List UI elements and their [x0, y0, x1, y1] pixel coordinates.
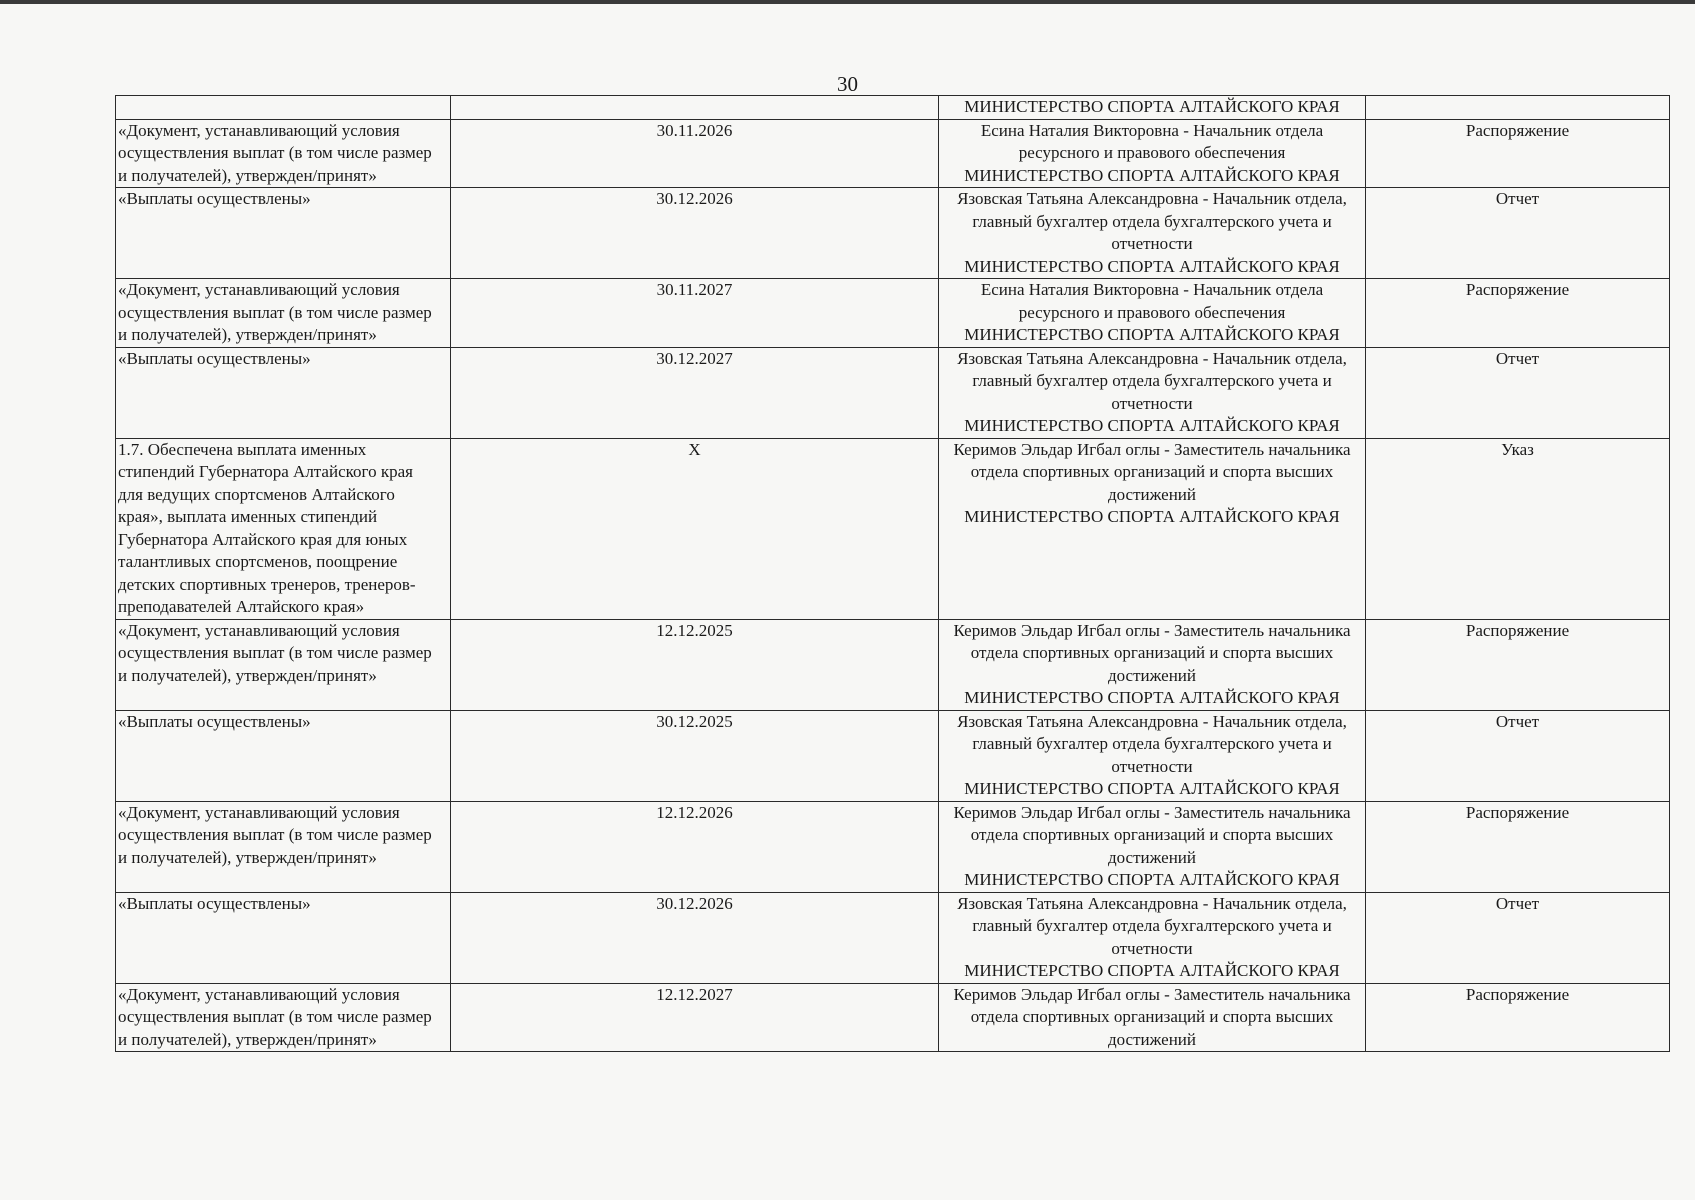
- cell-date: 30.12.2027: [451, 347, 939, 438]
- cell-document: Распоряжение: [1366, 801, 1670, 892]
- responsible-line: отдела спортивных организаций и спорта высших: [970, 462, 1334, 481]
- responsible-line: отдела спортивных организаций и спорта высших: [970, 1007, 1334, 1026]
- responsible-line: Есина Наталия Викторовна - Начальник отдела: [980, 120, 1324, 140]
- responsible-line: главный бухгалтер отдела бухгалтерского учета и: [972, 734, 1332, 753]
- cell-document: Распоряжение: [1366, 983, 1670, 1052]
- responsible-line: Язовская Татьяна Александровна - Начальник отдела,: [957, 348, 1347, 368]
- name-line: «Документ, устанавливающий условия: [118, 120, 400, 140]
- cell-document: Распоряжение: [1366, 279, 1670, 348]
- responsible-line: главный бухгалтер отдела бухгалтерского учета и: [972, 371, 1332, 390]
- responsible-line: достижений: [1107, 847, 1196, 867]
- responsible-line: МИНИСТЕРСТВО СПОРТА АЛТАЙСКОГО КРАЯ: [964, 325, 1340, 344]
- cell-date: 12.12.2025: [451, 619, 939, 710]
- cell-date: [451, 96, 939, 120]
- table-row: [116, 619, 1670, 710]
- responsible-line: достижений: [1107, 484, 1196, 504]
- responsible-line: главный бухгалтер отдела бухгалтерского учета и: [972, 211, 1332, 231]
- name-line: «Документ, устанавливающий условия: [118, 802, 400, 822]
- name-line: для ведущих спортсменов Алтайского: [118, 484, 395, 504]
- cell-date: 30.12.2026: [451, 188, 939, 279]
- responsible-line: Керимов Эльдар Игбал оглы - Заместитель начальника: [953, 439, 1351, 459]
- table-row: [116, 710, 1670, 801]
- responsible-line: ресурсного и правового обеспечения: [1018, 302, 1286, 322]
- table-row: [116, 119, 1670, 188]
- responsible-line: Язовская Татьяна Александровна - Начальник отдела,: [957, 189, 1347, 208]
- cell-name: [116, 119, 451, 188]
- responsible-line: Керимов Эльдар Игбал оглы - Заместитель начальника: [953, 802, 1351, 822]
- responsible-line: Есина Наталия Викторовна - Начальник отдела: [980, 280, 1324, 299]
- cell-responsible: [939, 119, 1366, 188]
- cell-name: [116, 279, 451, 348]
- responsible-line: МИНИСТЕРСТВО СПОРТА АЛТАЙСКОГО КРАЯ: [964, 165, 1340, 185]
- responsible-line: МИНИСТЕРСТВО СПОРТА АЛТАЙСКОГО КРАЯ: [964, 507, 1340, 526]
- cell-name: [116, 438, 451, 619]
- responsible-line: отчетности: [1111, 234, 1193, 253]
- responsible-line: МИНИСТЕРСТВО СПОРТА АЛТАЙСКОГО КРАЯ: [964, 97, 1340, 116]
- table-header-row: [116, 96, 1670, 120]
- name-line: талантливых спортсменов, поощрение: [118, 552, 398, 571]
- name-line: «Выплаты осуществлены»: [118, 189, 311, 208]
- cell-date: 30.12.2026: [451, 892, 939, 983]
- name-line: осуществления выплат (в том числе размер: [118, 643, 432, 662]
- cell-responsible: [939, 347, 1366, 438]
- name-line: «Выплаты осуществлены»: [118, 893, 311, 913]
- name-line: преподавателей Алтайского края»: [118, 597, 365, 616]
- responsible-line: ресурсного и правового обеспечения: [1018, 143, 1286, 162]
- cell-date: 12.12.2027: [451, 983, 939, 1052]
- name-line: и получателей), утвержден/принят»: [118, 325, 377, 344]
- cell-name: [116, 892, 451, 983]
- cell-document: Отчет: [1366, 347, 1670, 438]
- plan-table-body: [116, 96, 1670, 1052]
- cell-name: [116, 347, 451, 438]
- cell-document: Указ: [1366, 438, 1670, 619]
- name-line: «Документ, устанавливающий условия: [118, 280, 400, 299]
- cell-name: [116, 188, 451, 279]
- cell-name: [116, 801, 451, 892]
- cell-responsible: [939, 619, 1366, 710]
- cell-responsible: [939, 188, 1366, 279]
- name-line: детских спортивных тренеров, тренеров-: [118, 574, 416, 594]
- cell-responsible: [939, 438, 1366, 619]
- name-line: Губернатора Алтайского края для юных: [118, 529, 408, 549]
- name-line: и получателей), утвержден/принят»: [118, 1029, 377, 1049]
- cell-date: 30.12.2025: [451, 710, 939, 801]
- responsible-line: Керимов Эльдар Игбал оглы - Заместитель начальника: [953, 984, 1351, 1004]
- cell-responsible: [939, 983, 1366, 1052]
- name-line: «Документ, устанавливающий условия: [118, 620, 400, 640]
- page-number: 30: [837, 72, 858, 96]
- cell-responsible: [939, 801, 1366, 892]
- name-line: осуществления выплат (в том числе размер: [118, 825, 432, 844]
- responsible-line: Язовская Татьяна Александровна - Начальник отдела,: [957, 711, 1347, 731]
- name-line: и получателей), утвержден/принят»: [118, 847, 377, 867]
- responsible-line: главный бухгалтер отдела бухгалтерского учета и: [972, 916, 1332, 935]
- responsible-line: МИНИСТЕРСТВО СПОРТА АЛТАЙСКОГО КРАЯ: [964, 256, 1340, 276]
- name-line: и получателей), утвержден/принят»: [118, 665, 377, 685]
- name-line: и получателей), утвержден/принят»: [118, 165, 377, 185]
- responsible-line: МИНИСТЕРСТВО СПОРТА АЛТАЙСКОГО КРАЯ: [964, 870, 1340, 889]
- cell-name: [116, 619, 451, 710]
- name-line: «Документ, устанавливающий условия: [118, 984, 400, 1004]
- table-row: [116, 347, 1670, 438]
- name-line: 1.7. Обеспечена выплата именных: [118, 439, 367, 459]
- responsible-line: отдела спортивных организаций и спорта высших: [970, 643, 1334, 662]
- cell-document: Распоряжение: [1366, 119, 1670, 188]
- plan-table: [115, 95, 1670, 1052]
- responsible-line: достижений: [1107, 665, 1196, 685]
- responsible-line: Керимов Эльдар Игбал оглы - Заместитель начальника: [953, 620, 1351, 640]
- responsible-line: отчетности: [1111, 938, 1193, 958]
- cell-responsible: [939, 892, 1366, 983]
- responsible-line: МИНИСТЕРСТВО СПОРТА АЛТАЙСКОГО КРАЯ: [964, 688, 1340, 707]
- responsible-line: отчетности: [1111, 756, 1193, 776]
- name-line: края», выплата именных стипендий: [118, 507, 378, 526]
- cell-responsible: [939, 279, 1366, 348]
- scan-top-edge: [0, 0, 1695, 4]
- cell-document: Отчет: [1366, 188, 1670, 279]
- table-row: [116, 279, 1670, 348]
- cell-document: Отчет: [1366, 892, 1670, 983]
- table-row: [116, 188, 1670, 279]
- cell-date: 12.12.2026: [451, 801, 939, 892]
- name-line: «Выплаты осуществлены»: [118, 348, 311, 368]
- responsible-line: достижений: [1107, 1029, 1196, 1049]
- responsible-line: МИНИСТЕРСТВО СПОРТА АЛТАЙСКОГО КРАЯ: [964, 961, 1340, 980]
- table-row: [116, 983, 1670, 1052]
- cell-responsible: [939, 710, 1366, 801]
- cell-document: Распоряжение: [1366, 619, 1670, 710]
- cell-document: [1366, 96, 1670, 120]
- name-line: стипендий Губернатора Алтайского края: [118, 462, 413, 481]
- cell-date: X: [451, 438, 939, 619]
- cell-document: Отчет: [1366, 710, 1670, 801]
- name-line: осуществления выплат (в том числе размер: [118, 1007, 432, 1026]
- responsible-line: Язовская Татьяна Александровна - Начальник отдела,: [957, 893, 1347, 913]
- responsible-line: МИНИСТЕРСТВО СПОРТА АЛТАЙСКОГО КРАЯ: [964, 779, 1340, 798]
- cell-date: 30.11.2026: [451, 119, 939, 188]
- responsible-line: МИНИСТЕРСТВО СПОРТА АЛТАЙСКОГО КРАЯ: [964, 416, 1340, 435]
- table-row: [116, 438, 1670, 619]
- name-line: осуществления выплат (в том числе размер: [118, 302, 432, 322]
- cell-responsible: [939, 96, 1366, 120]
- cell-date: 30.11.2027: [451, 279, 939, 348]
- cell-name: [116, 710, 451, 801]
- cell-name: [116, 96, 451, 120]
- table-row: [116, 892, 1670, 983]
- responsible-line: отдела спортивных организаций и спорта высших: [970, 825, 1334, 844]
- name-line: осуществления выплат (в том числе размер: [118, 143, 432, 162]
- responsible-line: отчетности: [1111, 393, 1193, 413]
- name-line: «Выплаты осуществлены»: [118, 711, 311, 731]
- table-row: [116, 801, 1670, 892]
- cell-name: [116, 983, 451, 1052]
